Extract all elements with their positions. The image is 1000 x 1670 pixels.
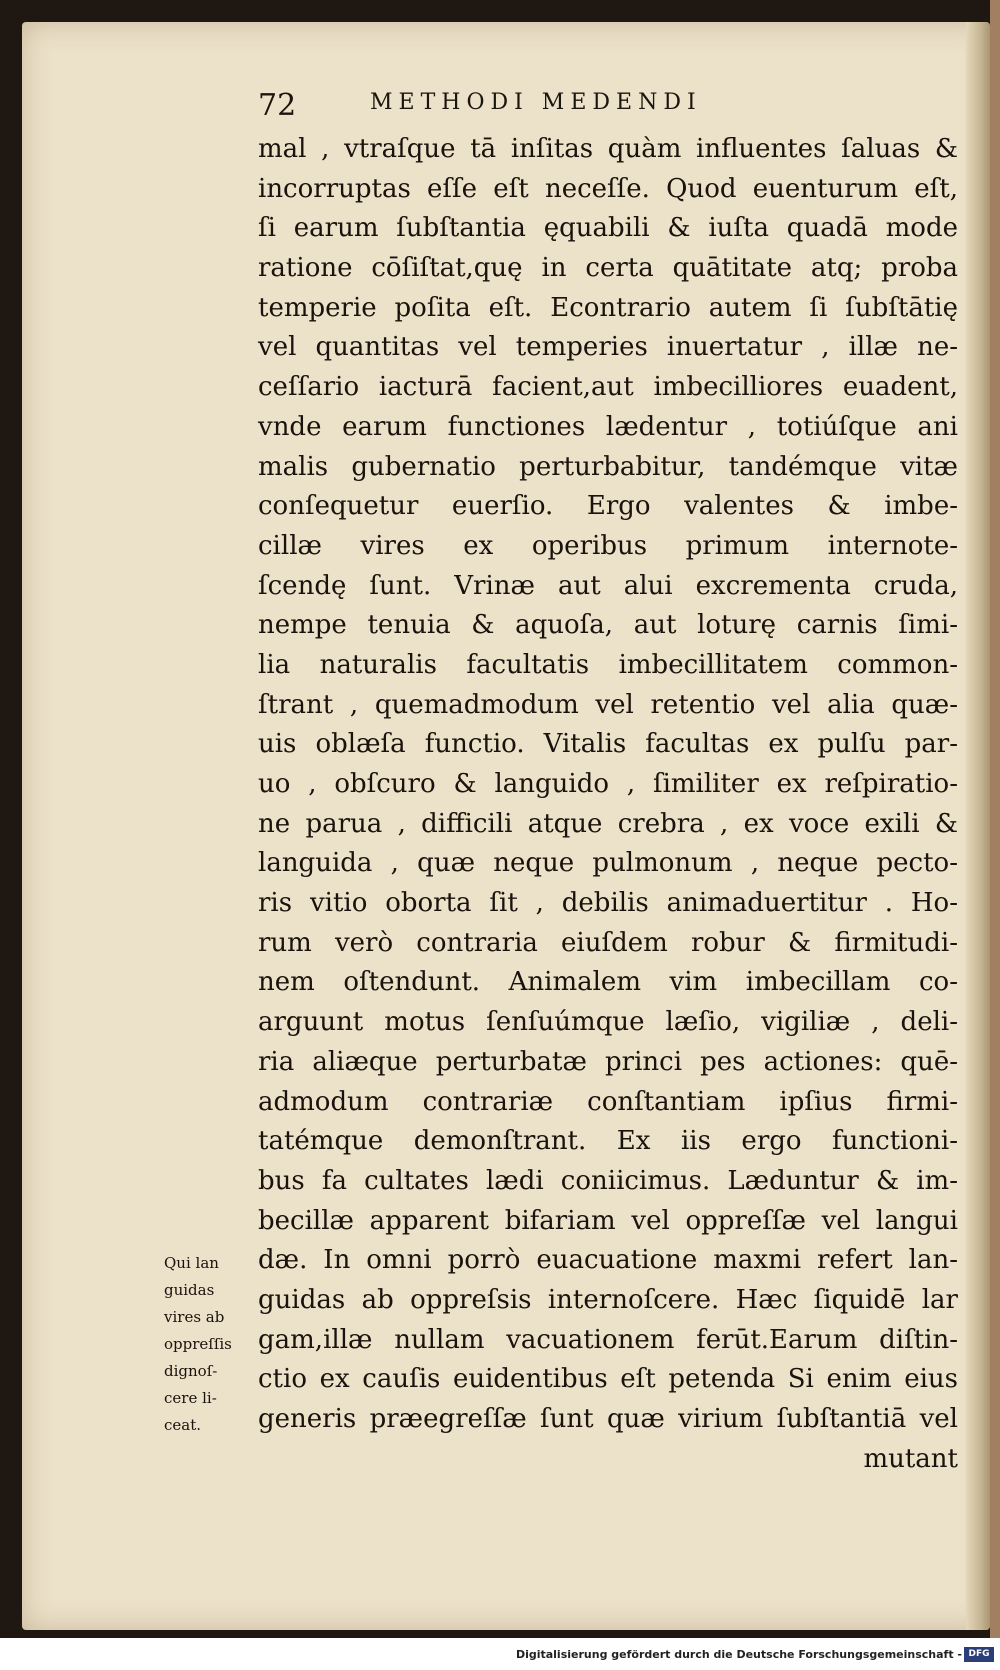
text-line: nem oſtendunt. Animalem vim imbecillam co- [258, 967, 958, 998]
text-line: uo , obſcuro & languido , ſimiliter ex reſpiratio- [258, 769, 958, 799]
text-line: ſcendę ſunt. Vrinæ aut alui excrementa cruda, [258, 570, 958, 601]
page-number: 72 [258, 88, 297, 123]
margin-note-line: guidas [164, 1281, 215, 1299]
margin-note [164, 1250, 254, 1439]
text-line: bus fa cultates lædi coniicimus. Læduntur & im- [258, 1165, 958, 1196]
text-line: ria aliæque perturbatæ princi pes actiones: quē- [258, 1046, 958, 1077]
text-line: ratione cōſiſtat,quę in certa quātitate atq; proba [258, 253, 958, 284]
text-line: conſequetur euerſio. Ergo valentes & imbe- [258, 491, 958, 522]
text-line: languida , quæ neque pulmonum , neque pecto- [258, 848, 958, 879]
text-line: ne parua , difficili atque crebra , ex voce exili & [258, 808, 958, 839]
text-line: incorruptas eſſe eſt neceſſe. Quod euenturum eſt, [258, 173, 958, 204]
margin-note-line: dignoſ- [164, 1362, 218, 1380]
text-line: lia naturalis facultatis imbecillitatem common- [258, 649, 958, 680]
text-line: cillæ vires ex operibus primum internote- [258, 530, 958, 561]
margin-note-line: oppreſſis [164, 1335, 232, 1353]
catchword: mutant [863, 1443, 958, 1474]
text-line: ctio ex cauſis euidentibus eſt petenda Si enim eius [258, 1364, 958, 1395]
neighbor-page-edge [990, 0, 1000, 1638]
margin-note-line: cere li- [164, 1389, 217, 1407]
running-head [230, 88, 850, 128]
text-line: vnde earum functiones lædentur , totiúſque ani [258, 411, 958, 442]
text-line: vel quantitas vel temperies inuertatur , illæ ne- [258, 332, 958, 363]
running-title: METHODI MEDENDI [370, 90, 702, 115]
text-line: temperie poſita eſt. Econtrario autem ſi ſubſtātię [258, 292, 958, 323]
margin-note-line: Qui lan [164, 1254, 219, 1272]
body-text [258, 130, 958, 1479]
text-line: ceſſario iacturā facient,aut imbecilliores euadent, [258, 372, 958, 403]
page-fold-shadow [966, 22, 990, 1630]
dfg-logo: DFG [964, 1647, 994, 1662]
funding-credit: Digitalisierung gefördert durch die Deutsche Forschungsgemeinschaft - [515, 1648, 962, 1661]
text-line: malis gubernatio perturbabitur, tandémque vitæ [258, 451, 958, 482]
text-line: becillæ apparent bifariam vel oppreſſæ vel langui [258, 1205, 958, 1236]
text-line: ris vitio oborta ſit , debilis animaduertitur . Ho- [258, 888, 958, 919]
text-line: nempe tenuia & aquoſa, aut loturę carnis ſimi- [258, 610, 958, 641]
text-line: guidas ab oppreſsis internoſcere. Hæc ſiquidē lar [258, 1284, 958, 1315]
text-line: tatémque demonſtrant. Ex iis ergo functioni- [258, 1126, 958, 1157]
footer [0, 1642, 1000, 1670]
text-line: ſtrant , quemadmodum vel retentio vel alia quæ- [258, 689, 958, 720]
text-line: ſi earum ſubſtantia ęquabili & iuſta quadā mode [258, 213, 958, 244]
text-line: admodum contrariæ conſtantiam ipſius firmi- [258, 1086, 958, 1117]
text-line: gam,illæ nullam vacuationem ferūt.Earum diſtin- [258, 1324, 958, 1355]
text-line: generis præegreſſæ ſunt quæ virium ſubſtantiā vel [258, 1404, 958, 1434]
text-line: mal , vtraſque tā inſitas quàm influentes ſaluas & [258, 134, 958, 164]
text-line: dæ. In omni porrò euacuatione maxmi refert lan- [258, 1245, 958, 1276]
text-line: uis oblæſa functio. Vitalis facultas ex pulſu par- [258, 729, 958, 760]
margin-note-line: ceat. [164, 1416, 202, 1434]
text-line: arguunt motus ſenſuúmque læſio, vigiliæ , deli- [258, 1007, 958, 1038]
margin-note-line: vires ab [164, 1308, 225, 1326]
text-line: rum verò contraria eiuſdem robur & firmitudi- [258, 927, 958, 958]
